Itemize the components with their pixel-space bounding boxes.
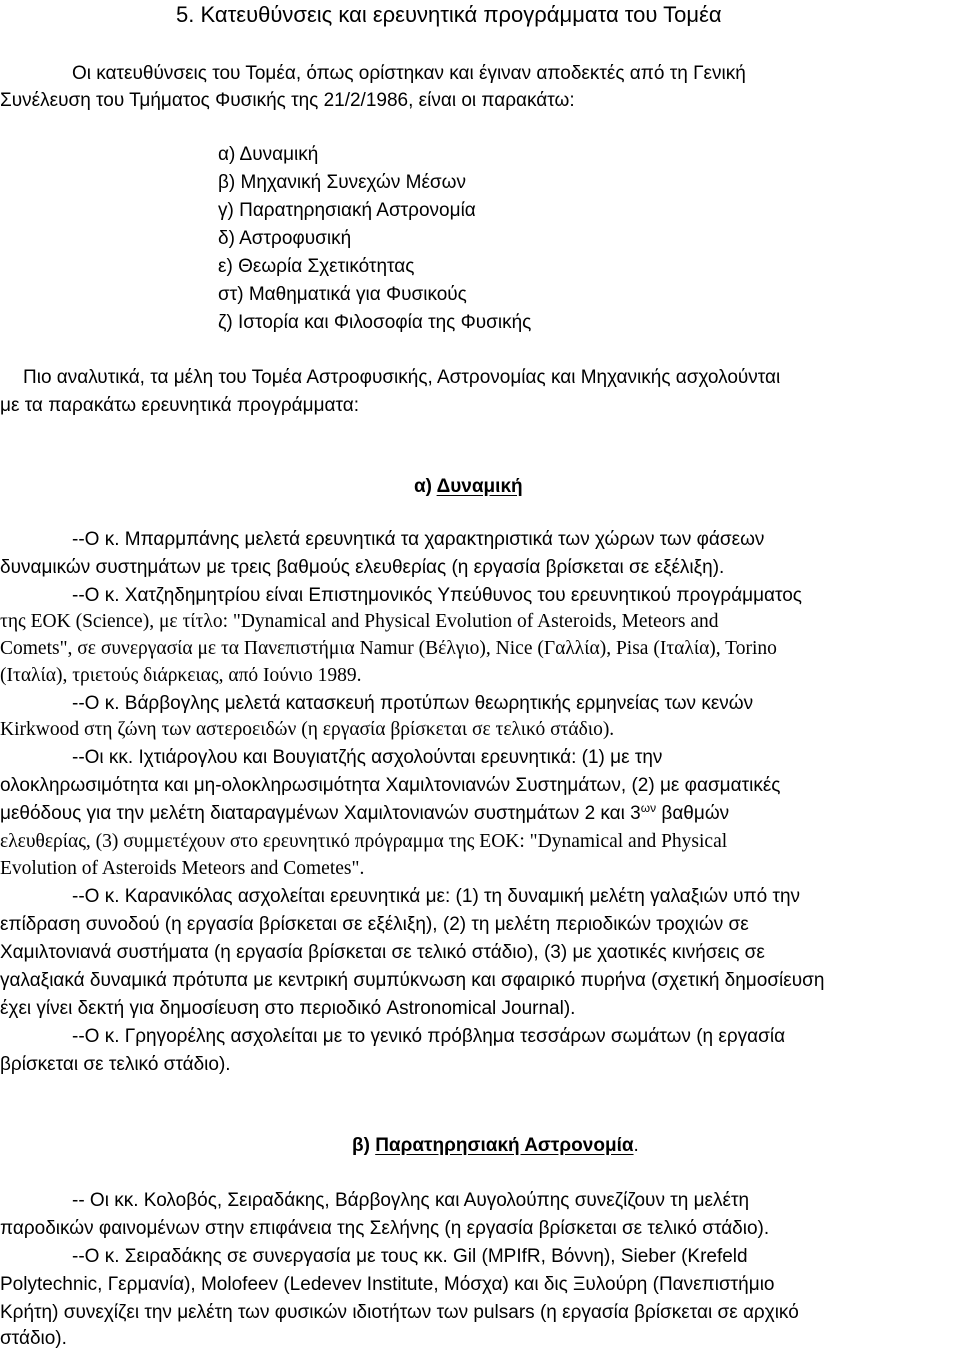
direction-item: στ) Μαθηματικά για Φυσικούς — [218, 284, 467, 305]
intro-line-2: Συνέλευση του Τμήματος Φυσικής της 21/2/1986, είναι οι παρακάτω: — [0, 90, 575, 111]
direction-item: γ) Παρατηρησιακή Αστρονομία — [218, 200, 476, 221]
members-intro-line-2: με τα παρακάτω ερευνητικά προγράμματα: — [0, 395, 360, 416]
section-a-line-with-superscript — [0, 802, 729, 826]
section-a-line: Kirkwood στη ζώνη των αστεροειδών (η εργασία βρίσκεται σε τελικό στάδιο). — [0, 719, 615, 740]
section-a-line: βρίσκεται σε τελικό στάδιο). — [0, 1054, 231, 1075]
direction-item: β) Μηχανική Συνεχών Μέσων — [218, 172, 466, 193]
direction-item: δ) Αστροφυσική — [218, 228, 352, 249]
section-a-prefix: α) — [414, 476, 437, 497]
section-a-line: της ΕΟΚ (Science), με τίτλο: "Dynamical and Physical Evolution of Asteroids, Meteors and — [0, 611, 719, 632]
section-b-line: παροδικών φαινομένων στην επιφάνεια της Σελήνης (η εργασία βρίσκεται σε τελικό στάδιο). — [0, 1218, 770, 1239]
section-a-line: --Ο κ. Χατζηδημητρίου είναι Επιστημονικός Υπεύθυνος του ερευνητικού προγράμματος — [72, 585, 802, 606]
line-text: μεθόδους για την μελέτη διαταραγμένων Χαμιλτονιανών συστημάτων 2 και 3 — [0, 803, 641, 824]
section-a-line: ολοκληρωσιμότητα και μη-ολοκληρωσιμότητα Χαμιλτονιανών Συστημάτων, (2) με φασματικές — [0, 775, 781, 796]
section-b-line: στάδιο). — [0, 1328, 67, 1349]
section-a-line: --Ο κ. Βάρβογλης μελετά κατασκευή προτύπων θεωρητικής ερμηνείας των κενών — [72, 693, 754, 714]
section-a-line: ελευθερίας, (3) συμμετέχουν στο ερευνητικό πρόγραμμα της ΕΟΚ: "Dynamical and Physical — [0, 831, 728, 852]
section-b-line: --Ο κ. Σειραδάκης σε συνεργασία με τους κκ. Gil (MPIfR, Βόννη), Sieber (Krefeld — [72, 1246, 748, 1267]
section-b-line: Κρήτη) συνεχίζει την μελέτη των φυσικών ιδιοτήτων των pulsars (η εργασία βρίσκεται σε αρχικό — [0, 1302, 799, 1323]
direction-item: α) Δυναμική — [218, 144, 319, 165]
section-a-line: Comets", σε συνεργασία με τα Πανεπιστήμια Namur (Βέλγιο), Nice (Γαλλία), Pisa (Ιταλία), Torino — [0, 638, 777, 659]
section-b-line: Polytechnic, Γερμανία), Molofeev (Ledevev Institute, Μόσχα) και δις Ξυλούρη (Πανεπιστήμιο — [0, 1274, 775, 1295]
section-a-line: δυναμικών συστημάτων με τρεις βαθμούς ελευθερίας (η εργασία βρίσκεται σε εξέλιξη). — [0, 557, 725, 578]
section-b-suffix: . — [633, 1135, 639, 1156]
section-a-line: έχει γίνει δεκτή για δημοσίευση στο περιοδικό Astronomical Journal). — [0, 998, 576, 1019]
section-a-line: --Ο κ. Μπαρμπάνης μελετά ερευνητικά τα χαρακτηριστικά των χώρων των φάσεων — [72, 529, 765, 550]
section-b-prefix: β) — [352, 1135, 376, 1156]
section-a-line: (Ιταλία), τριετούς διάρκειας, από Ιούνιο 1989. — [0, 665, 362, 686]
section-b-line: -- Οι κκ. Κολοβός, Σειραδάκης, Βάρβογλης και Αυγολούπης συνεζίζουν τη μελέτη — [72, 1190, 750, 1211]
page-title: 5. Κατευθύνσεις και ερευνητικά προγράμματα του Τομέα — [176, 2, 722, 27]
section-b-title: Παρατηρησιακή Αστρονομία — [375, 1135, 634, 1156]
ordinal-superscript: ων — [640, 801, 657, 815]
section-a-heading — [414, 475, 523, 499]
section-a-title: Δυναμική — [436, 476, 523, 497]
line-tail: βαθμών — [656, 803, 730, 824]
section-a-line: Χαμιλτονιανά συστήματα (η εργασία βρίσκεται σε τελικό στάδιο), (3) με χαοτικές κινήσεις σε — [0, 942, 765, 963]
section-a-line: Evolution of Asteroids Meteors and Cometes". — [0, 858, 365, 879]
section-a-line: επίδραση συνοδού (η εργασία βρίσκεται σε εξέλιξη), (2) τη μελέτη περιοδικών τροχιών σε — [0, 914, 749, 935]
direction-item: ε) Θεωρία Σχετικότητας — [218, 256, 415, 277]
section-a-line: γαλαξιακά δυναμικά πρότυπα με κεντρική συμπύκνωση και σφαιρικό πυρήνα (σχετική δημοσίευση — [0, 970, 825, 991]
direction-item: ζ) Ιστορία και Φιλοσοφία της Φυσικής — [218, 312, 532, 333]
intro-line-1: Οι κατευθύνσεις του Τομέα, όπως ορίστηκαν και έγιναν αποδεκτές από τη Γενική — [72, 63, 746, 84]
section-a-line: --Ο κ. Καρανικόλας ασχολείται ερευνητικά με: (1) τη δυναμική μελέτη γαλαξιών υπό την — [72, 886, 801, 907]
section-b-heading — [352, 1134, 639, 1158]
section-a-line: --Ο κ. Γρηγορέλης ασχολείται με το γενικό πρόβλημα τεσσάρων σωμάτων (η εργασία — [72, 1026, 786, 1047]
members-intro-line-1: Πιο αναλυτικά, τα μέλη του Τομέα Αστροφυσικής, Αστρονομίας και Μηχανικής ασχολούνται — [23, 367, 781, 388]
section-a-line: --Οι κκ. Ιχτιάρογλου και Βουγιατζής ασχολούνται ερευνητικά: (1) με την — [72, 747, 663, 768]
